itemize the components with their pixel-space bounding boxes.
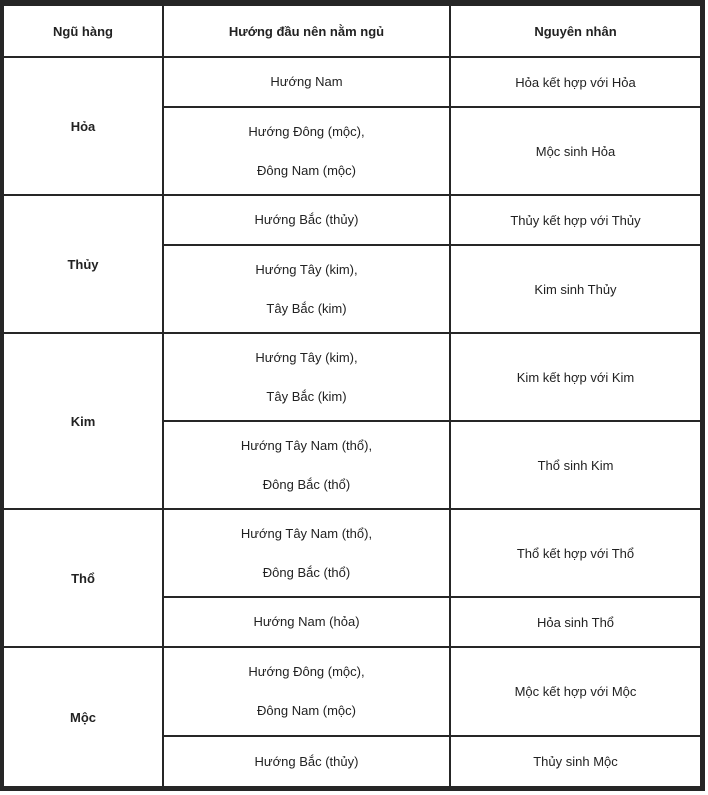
direction-line: Đông Nam (mộc): [257, 162, 356, 178]
header-label: Nguyên nhân: [534, 23, 617, 39]
direction-cell: [164, 246, 449, 332]
reason-cell: [451, 58, 700, 106]
direction-line: Hướng Nam (hỏa): [253, 614, 360, 629]
direction-cell: [164, 598, 449, 646]
element-name: Thủy: [67, 256, 99, 272]
reason-text: Mộc sinh Hỏa: [535, 143, 616, 159]
direction-line: Hướng Đông (mộc),: [248, 664, 365, 679]
reason-text: Kim sinh Thủy: [534, 281, 617, 297]
reason-cell: [451, 334, 700, 420]
direction-line: Tây Bắc (kim): [266, 388, 347, 404]
element-name: Kim: [70, 413, 96, 429]
reason-text: Hỏa sinh Thổ: [536, 614, 615, 630]
reason-text: Mộc kết hợp với Mộc: [514, 684, 637, 699]
direction-line: Tây Bắc (kim): [266, 300, 347, 316]
reason-cell: [451, 108, 700, 194]
direction-cell: [164, 422, 449, 508]
reason-cell: [451, 196, 700, 244]
reason-text: Thổ sinh Kim: [537, 457, 614, 473]
element-name: Hỏa: [70, 118, 96, 134]
direction-cell: [164, 648, 449, 735]
direction-cell: [164, 196, 449, 244]
element-cell: [4, 58, 162, 194]
direction-cell: [164, 58, 449, 106]
direction-line: Đông Nam (mộc): [257, 703, 356, 718]
direction-line: Hướng Đông (mộc),: [248, 123, 365, 139]
element-cell: [4, 196, 162, 332]
reason-cell: [451, 422, 700, 508]
element-cell: [4, 648, 162, 786]
header-label: Ngũ hàng: [53, 23, 113, 39]
direction-cell: [164, 510, 449, 596]
element-name: Thổ: [71, 570, 95, 586]
direction-line: Hướng Nam: [270, 74, 343, 89]
direction-line: Đông Bắc (thổ): [262, 564, 351, 580]
direction-line: Hướng Tây Nam (thổ),: [240, 437, 373, 453]
direction-cell: [164, 108, 449, 194]
reason-text: Kim kết hợp với Kim: [516, 369, 635, 385]
header-cell-reason: [451, 6, 700, 56]
direction-line: Hướng Bắc (thủy): [254, 212, 359, 227]
reason-text: Hỏa kết hợp với Hỏa: [515, 74, 636, 90]
reason-text: Thổ kết hợp với Thổ: [516, 545, 635, 561]
direction-line: Hướng Tây (kim),: [255, 261, 358, 277]
element-cell: [4, 510, 162, 646]
reason-cell: [451, 737, 700, 786]
direction-cell: [164, 737, 449, 786]
header-cell-direction: [164, 6, 449, 56]
reason-cell: [451, 598, 700, 646]
element-cell: [4, 334, 162, 508]
direction-cell: [164, 334, 449, 420]
direction-line: Hướng Tây Nam (thổ),: [240, 525, 373, 541]
direction-line: Đông Bắc (thổ): [262, 476, 351, 492]
reason-cell: [451, 246, 700, 332]
direction-line: Hướng Bắc (thủy): [254, 753, 359, 769]
reason-cell: [451, 648, 700, 735]
header-cell-element: [4, 6, 162, 56]
reason-text: Thủy sinh Mộc: [533, 754, 618, 769]
element-name: Mộc: [70, 709, 96, 725]
reason-cell: [451, 510, 700, 596]
reason-text: Thủy kết hợp với Thủy: [510, 212, 641, 228]
header-label: Hướng đầu nên nằm ngủ: [228, 23, 385, 39]
direction-line: Hướng Tây (kim),: [255, 349, 358, 365]
